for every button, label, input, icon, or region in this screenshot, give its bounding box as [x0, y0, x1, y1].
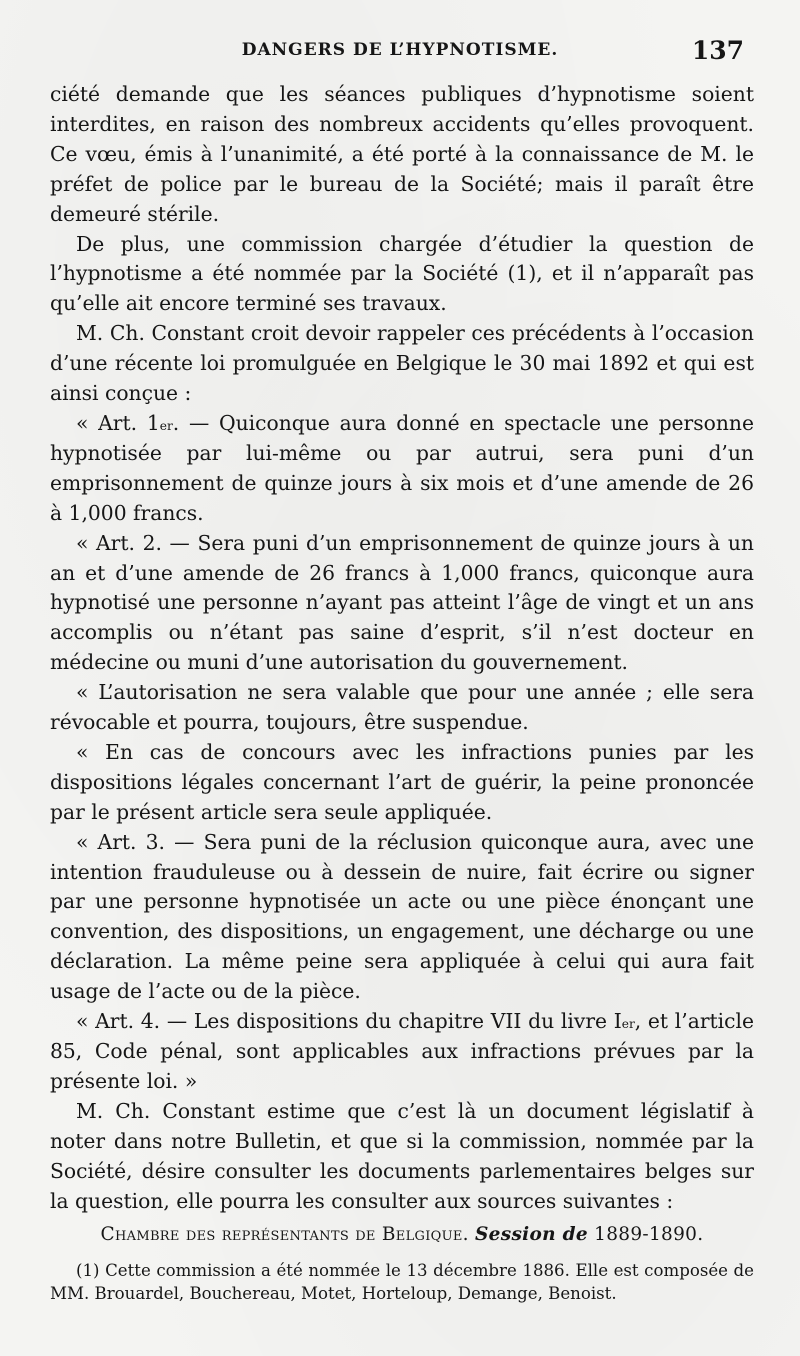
article-1-text: . — Quiconque aura donné en spectacle une personne hypnotisée par lui-même ou par autrui, sera puni d’un emprisonnement de quinze jours à six mois et d’une amende de 26 à 1,000 francs. — [50, 410, 755, 525]
article-1-sup: er — [159, 418, 173, 433]
article-1-lead: « Art. 1 — [76, 410, 160, 435]
article-4-text: , et l’article 85, Code pénal, sont applicables aux infractions prévues par la présente loi. » — [50, 1009, 755, 1093]
source-session-label: Session de — [475, 1224, 588, 1246]
paragraph-constant: M. Ch. Constant estime que c’est là un document législatif à noter dans notre Bulletin, et que si la commission, nommée par la Société, désire consulter les documents parlementaires belges sur la question, elle pourra les consulter aux sources suivantes : — [50, 1098, 754, 1213]
article-2: « Art. 2. — Sera puni d’un emprisonnement de quinze jours à un an et d’une amende de 26 francs à 1,000 francs, quiconque aura hypnotisé une personne n’ayant pas atteint l’âge de vingt et un ans accomplis ou n’étant pas saine d’esprit, s’il n’est docteur en médecine ou muni d’une autorisation du gouvernement. — [50, 530, 754, 675]
paragraph-2: De plus, une commission chargée d’étudier la question de l’hypnotisme a été nommée par la Société (1), et il n’apparaît pas qu’elle ait encore terminé ses travaux. — [50, 231, 754, 316]
article-2-concours: « En cas de concours avec les infractions punies par les dispositions légales concernant l’art de guérir, la peine prononcée par le présent article sera seule appliquée. — [50, 739, 754, 824]
paragraph-1: ciété demande que les séances publiques d’hypnotisme soient interdites, en raison des nombreux accidents qu’elles provoquent. Ce vœu, émis à l’unanimité, a été porté à la connaissance de M. le préfet de police par le bureau de la Société; mais il paraît être demeuré stérile. — [50, 82, 754, 226]
running-title: DANGERS DE L’HYPNOTISME. — [241, 40, 559, 60]
article-4-sup: er — [621, 1017, 635, 1032]
paragraph-3: M. Ch. Constant croit devoir rappeler ces précédents à l’occasion d’une récente loi promulguée en Belgique le 30 mai 1892 et qui est ainsi conçue : — [50, 321, 754, 406]
source-heading — [50, 1220, 754, 1250]
page-header — [0, 36, 800, 70]
article-2-authorisation: « L’autorisation ne sera valable que pour une année ; elle sera révocable et pourra, toujours, être suspendue. — [50, 680, 754, 735]
body-text — [50, 80, 754, 1305]
article-1 — [50, 409, 754, 529]
article-4 — [50, 1007, 754, 1097]
article-4-lead: « Art. 4. — Les dispositions du chapitre VII du livre I — [76, 1009, 622, 1034]
article-3: « Art. 3. — Sera puni de la réclusion quiconque aura, avec une intention frauduleuse ou à dessein de nuire, fait écrire ou signer par une personne hypnotisée un acte ou une pièce énonçant une convention, des dispositions, un engagement, une décharge ou une déclaration. La même peine sera appliquée à celui qui aura fait usage de l’acte ou de la pièce. — [50, 829, 754, 1004]
footnote: (1) Cette commission a été nommée le 13 décembre 1886. Elle est composée de MM. Brouardel, Bouchereau, Motet, Horteloup, Demange, Benoist. — [50, 1261, 754, 1303]
page-number: 137 — [691, 36, 744, 65]
source-session-years: 1889-1890. — [594, 1224, 704, 1246]
source-chamber: Chambre des représentants de Belgique. — [100, 1224, 469, 1246]
